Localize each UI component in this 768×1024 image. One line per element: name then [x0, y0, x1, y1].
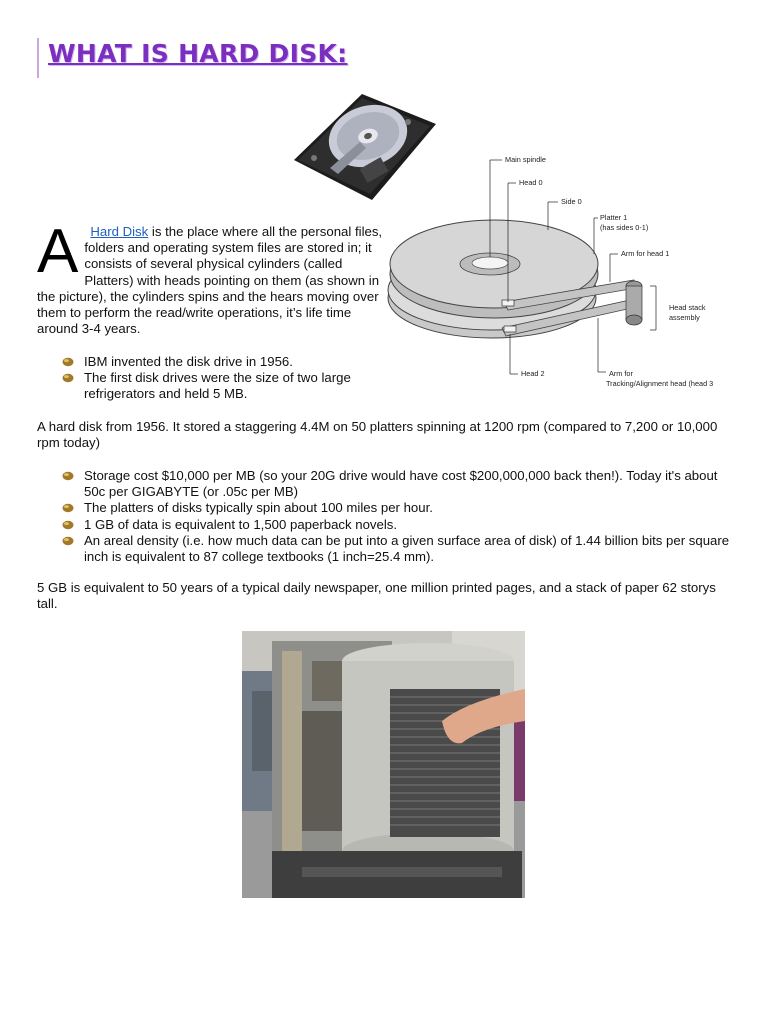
list-item: An areal density (i.e. how much data can be put into a given surface area of disk) of 1.44 billion bits per square inch is equivalent to 87 college textbooks (1 inch=25.4 mm). [60, 533, 730, 565]
intro-text: is the place where all the personal files, folders and operating system files are stored in; it consists of several physical cylinders (called Platters) with heads pointing on them (as shown in the picture), the cylinders spins and the hears moving over them to perform the read/write operations, it’s life time around 3-4 years. [37, 224, 383, 337]
label-side-0: Side 0 [561, 197, 582, 206]
title-accent-bar [37, 38, 39, 78]
label-head-2: Head 2 [521, 369, 545, 378]
list-item: Storage cost $10,000 per MB (so your 20G drive would have cost $200,000,000 back then!). Today it's about 50c per GIGABYTE (or .05c per MB) [60, 468, 730, 500]
facts-list-1 [60, 354, 400, 403]
hard-disk-link[interactable]: Hard Disk [90, 224, 149, 239]
bullet-icon [62, 357, 74, 367]
drop-cap: A [37, 217, 79, 286]
label-platter-1: Platter 1 [600, 213, 628, 222]
list-item: 1 GB of data is equivalent to 1,500 paperback novels. [60, 517, 730, 533]
label-head-stack-assembly: assembly [669, 313, 700, 322]
list-item: The platters of disks typically spin about 100 miles per hour. [60, 500, 730, 516]
paragraph-5gb: 5 GB is equivalent to 50 years of a typical daily newspaper, one million printed pages, and a stack of paper 62 storys tall. [37, 580, 716, 612]
bullet-icon [62, 471, 74, 481]
page-title: WHAT IS HARD DISK: [48, 39, 348, 68]
bullet-icon [62, 536, 74, 546]
paragraph-1956-disk: A hard disk from 1956. It stored a staggering 4.4M on 50 platters spinning at 1200 rpm (compared to 7,200 or 10,000 rpm today) [37, 419, 718, 451]
bullet-icon [62, 520, 74, 530]
label-platter-1-sub: (has sides 0-1) [600, 223, 649, 232]
bullet-icon [62, 373, 74, 383]
ibm-1956-disk-photo [242, 631, 525, 898]
intro-paragraph [37, 217, 387, 337]
label-arm-for: Arm for [609, 369, 633, 378]
label-head-stack: Head stack [669, 303, 706, 312]
facts-list-2 [60, 468, 730, 565]
label-head-0: Head 0 [519, 178, 543, 187]
list-item: The first disk drives were the size of two large refrigerators and held 5 MB. [60, 370, 400, 402]
label-main-spindle: Main spindle [505, 155, 546, 164]
label-arm-head-1: Arm for head 1 [621, 249, 670, 258]
label-tracking-head: Tracking/Alignment head (head 3 [606, 379, 714, 388]
hard-disk-diagram [384, 150, 724, 396]
bullet-icon [62, 503, 74, 513]
list-item: IBM invented the disk drive in 1956. [60, 354, 400, 370]
